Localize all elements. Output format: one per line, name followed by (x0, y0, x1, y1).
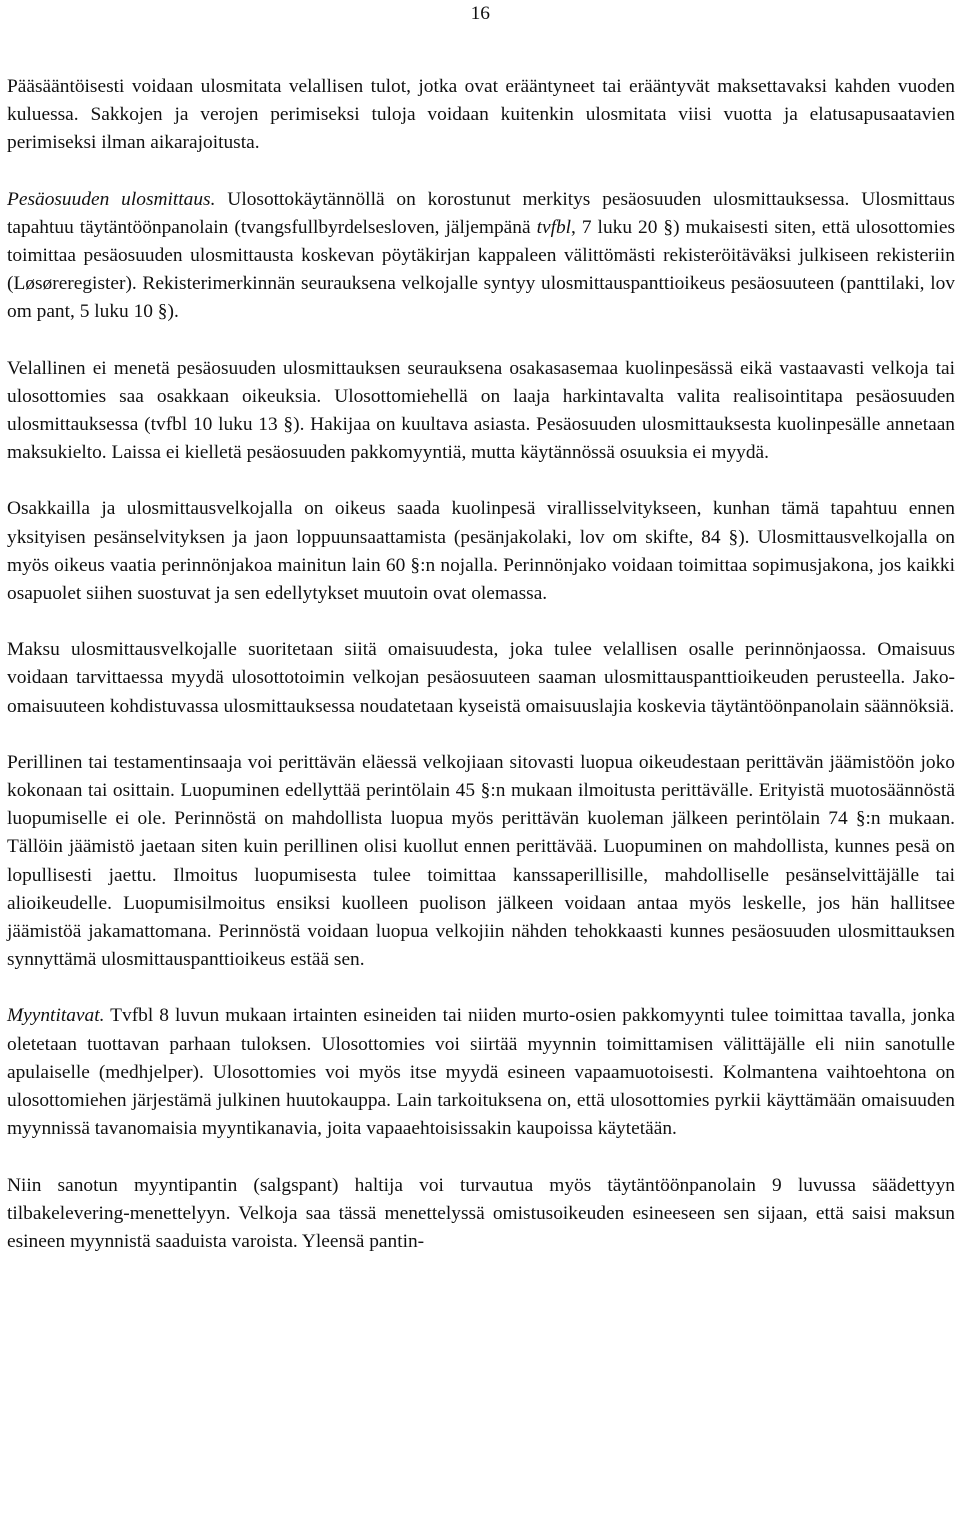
paragraph-text: Tvfbl 8 luvun mukaan irtainten esineiden tai niiden murto-osien pakkomyynti tulee toimittaa tavalla, jonka oletetaan tuottavan parhaan tuloksen. Ulosottomies voi siirtää myynnin toimittamisen välittäjälle eli niin sanotulle apulaiselle (medhjelper). Ulosottomies voi myös itse myydä esineen vapaamuotoisesti. Kolmantena vaihtoehtona on ulosottomiehen järjestämä julkinen huutokauppa. Lain tarkoituksena on, että ulosottomies pyrkii käyttämään omaisuuden myynnissä tavanomaisia myyntikanavia, joita vapaaehtoisissakin kaupoissa käytetään. (7, 1005, 955, 1140)
paragraph-text: Pääsääntöisesti voidaan ulosmitata velallisen tulot, jotka ovat erääntyneet tai erääntyvät maksettavaksi kahden vuoden kuluessa. Sakkojen ja verojen perimiseksi tuloja voidaan kuitenkin ulosmitata viisi vuotta ja elatusapusaatavien perimiseksi ilman aikarajoitusta. (7, 76, 955, 154)
paragraph-text: Osakkailla ja ulosmittausvelkojalla on oikeus saada kuolinpesä virallisselvitykseen, kunhan tämä tapahtuu ennen yksityisen pesänselvityksen ja jaon loppuunsaattamista (pesänjakolaki, lov om skifte, 84 §). Ulosmittausvelkojalla on myös oikeus vaatia perinnönjakoa mainitun lain 60 §:n nojalla. Perinnönjako voidaan toimittaa sopimusjakona, jos kaikki osapuolet siihen suostuvat ja sen edellytykset muutoin ovat olemassa. (7, 498, 955, 605)
paragraph-text-continued: , 7 luku 20 §) mukaisesti siten, että ulosottomies toimittaa pesäosuuden ulosmittausta koskevan pöytäkirjan kappaleen välittömästi rekisteröitäväksi julkiseen rekisteriin (Løsøreregister). Rekisterimerkinnän seurauksena velkojalle syntyy ulosmittauspanttioikeus pesäosuuteen (panttilaki, lov om pant, 5 luku 10 §). (7, 216, 956, 323)
paragraph-sales-methods (7, 1002, 955, 1143)
document-body (7, 73, 955, 1284)
section-lead-heading: Pesäosuuden ulosmittaus. (7, 188, 216, 210)
paragraph-estate-share-garnishment (7, 186, 955, 327)
paragraph-text: Velallinen ei menetä pesäosuuden ulosmittauksen seurauksena osakasasemaa kuolinpesässä eikä vastaavasti velkoja tai ulosottomies saa osakkaan oikeuksia. Ulosottomiehellä on laaja harkintavalta valita realisointitapa pesäosuuden ulosmittauksessa (tvfbl 10 luku 13 §). Hakijaa on kuultava asiasta. Pesäosuuden ulosmittauksesta kuolinpesälle annetaan maksukielto. Laissa ei kielletä pesäosuuden pakkomyyntiä, mutta käytännössä osuuksia ei myydä. (7, 357, 955, 464)
paragraph-payment (7, 636, 955, 721)
page-number: 16 (470, 3, 490, 24)
paragraph-text: Niin sanotun myyntipantin (salgspant) haltija voi turvautua myös täytäntöönpanolain 9 luvussa säädettyyn tilbakelevering-menettelyyn. Velkoja saa tässä menettelyssä omistusoikeuden esineeseen sen sijaan, että saisi maksun esineen myynnistä saaduista varoista. Yleensä pantin- (7, 1174, 955, 1252)
paragraph-official-administration (7, 495, 955, 608)
paragraph-income-garnishment (7, 73, 955, 158)
paragraph-sales-lien (7, 1172, 955, 1257)
paragraph-debtor-status (7, 355, 955, 468)
paragraph-text: Ulosottokäytännöllä on korostunut merkitys pesäosuuden ulosmittauksessa. Ulosmittaus tapahtuu täytäntöönpanolain (tvangsfullbyrdelsesloven, jäljempänä (7, 188, 955, 238)
paragraph-renunciation (7, 749, 955, 975)
paragraph-text: Perillinen tai testamentinsaaja voi perittävän eläessä velkojiaan sitovasti luopua oikeudestaan perittävän jäämistöön joko kokonaan tai osittain. Luopuminen edellyttää perintölain 45 §:n mukaan ilmoitusta perittävälle. Erityistä muotosäännöstä luopumiselle ei ole. Perinnöstä on mahdollista luopua myös perittävän kuoleman jälkeen perintölain 74 §:n mukaan. Tällöin jäämistö jaetaan siten kuin perillinen olisi kuollut ennen perittävää. Luopuminen on mahdollista, kunnes pesä on lopullisesti jaettu. Ilmoitus luopumisesta tulee toimittaa kanssaperillisille, mahdolliselle pesänselvittäjälle tai alioikeudelle. Luopumisilmoitus ensiksi kuolleen puolison jälkeen voidaan antaa myös leskelle, jos hän hallitsee jäämistöä jakamattomana. Perinnöstä voidaan luopua velkojiin nähden tehokkaasti kunnes pesäosuuden ulosmittauksen synnyttämä ulosmittauspanttioikeus estää sen. (7, 751, 955, 971)
paragraph-text: Maksu ulosmittausvelkojalle suoritetaan siitä omaisuudesta, joka tulee velallisen osalle perinnönjaossa. Omaisuus voidaan tarvittaessa myydä ulosottotoimin velkojan pesäosuuteen saaman ulosmittauspanttioikeuden perusteella. Jako-omaisuuteen kohdistuvassa ulosmittauksessa noudatetaan kyseistä omaisuuslajia koskevia täytäntöönpanolain säännöksiä. (7, 639, 955, 717)
section-lead-heading: Myyntitavat. (7, 1005, 105, 1027)
abbreviation: tvfbl (536, 216, 572, 238)
